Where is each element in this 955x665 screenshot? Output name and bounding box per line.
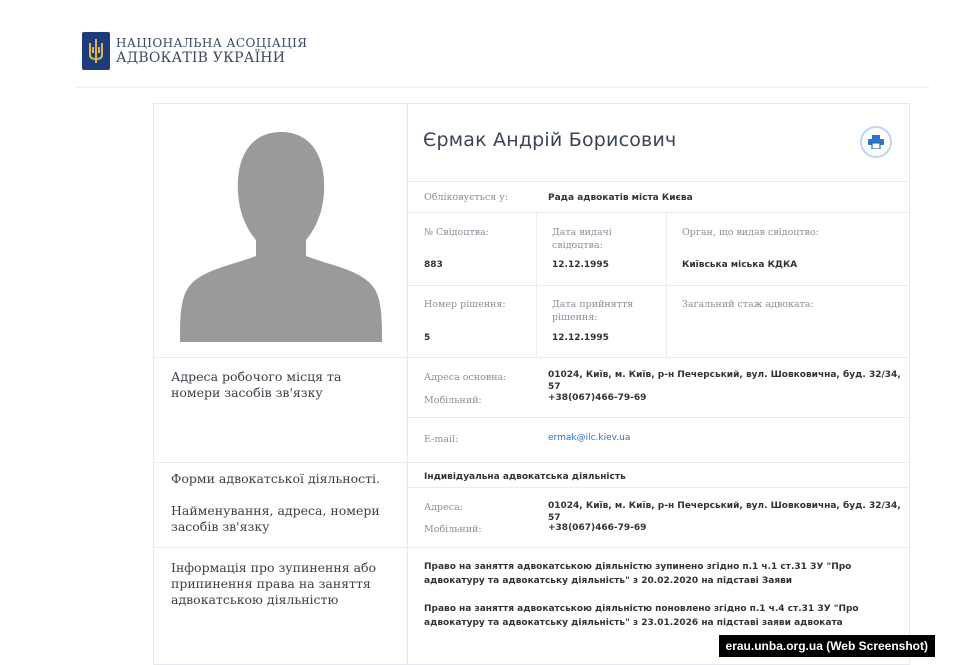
main-address-value: 01024, Київ, м. Київ, р-н Печерський, вул. Шовковична, буд. 32/34, 57 bbox=[548, 370, 901, 392]
practice-mobile-label: Мобільний: bbox=[424, 524, 482, 535]
row-divider bbox=[408, 487, 909, 488]
suspension-paragraph-2: Право на заняття адвокатською діяльністю поновлено згідно п.1 ч.4 ст.31 ЗУ "Про адвокатуру та адвокатську діяльність" з 23.01.2026 на підставі заяви адвоката bbox=[424, 604, 859, 628]
row-divider bbox=[408, 285, 909, 286]
logo-text bbox=[116, 36, 307, 66]
decision-date-label: Дата прийняття рішення: bbox=[552, 299, 634, 323]
cert-no-label: № Свідоцтва: bbox=[424, 227, 489, 238]
row-divider bbox=[154, 462, 909, 463]
lawyer-name: Єрмак Андрій Борисович bbox=[423, 129, 677, 151]
main-address-label: Адреса основна: bbox=[424, 372, 507, 383]
row-divider bbox=[154, 547, 909, 548]
issuer-label: Орган, що видав свідоцтво: bbox=[682, 227, 819, 238]
header-divider bbox=[75, 87, 930, 88]
contacts-section-title: Адреса робочого місця та номери засобів зв'язку bbox=[171, 369, 342, 400]
site-logo[interactable] bbox=[82, 32, 307, 70]
unba-emblem-icon bbox=[82, 32, 110, 70]
logo-line2: АДВОКАТІВ УКРАЇНИ bbox=[116, 50, 286, 66]
screenshot-watermark: erau.unba.org.ua (Web Screenshot) bbox=[719, 635, 935, 657]
card-column-divider bbox=[407, 104, 408, 664]
email-link[interactable]: ermak@ilc.kiev.ua bbox=[548, 433, 631, 443]
decision-no-label: Номер рішення: bbox=[424, 299, 506, 310]
practice-form-value: Індивідуальна адвокатська діяльність bbox=[424, 472, 626, 482]
mobile-label: Мобільний: bbox=[424, 395, 482, 406]
registered-label: Обліковується у: bbox=[424, 192, 509, 203]
row-divider bbox=[408, 417, 909, 418]
cert-no-value: 883 bbox=[424, 260, 443, 270]
suspension-section-title: Інформація про зупинення або припинення права на заняття адвокатською діяльністю bbox=[171, 560, 377, 607]
logo-line1: НАЦІОНАЛЬНА АСОЦІАЦІЯ bbox=[116, 36, 308, 50]
profile-photo-placeholder bbox=[170, 120, 392, 342]
experience-label: Загальний стаж адвоката: bbox=[682, 299, 814, 310]
practice-mobile-value: +38(067)466-79-69 bbox=[548, 523, 647, 533]
practice-address-value: 01024, Київ, м. Київ, р-н Печерський, вул. Шовковична, буд. 32/34, 57 bbox=[548, 501, 901, 523]
cert-date-value: 12.12.1995 bbox=[552, 260, 609, 270]
issuer-value: Київська міська КДКА bbox=[682, 260, 798, 270]
col-divider bbox=[536, 212, 537, 357]
decision-no-value: 5 bbox=[424, 333, 431, 343]
suspension-paragraph-1: Право на заняття адвокатською діяльністю зупинено згідно п.1 ч.1 ст.31 ЗУ "Про адвокатуру та адвокатську діяльність" з 20.02.2020 на підставі Заяви bbox=[424, 562, 852, 586]
email-label: E-mail: bbox=[424, 434, 459, 445]
decision-date-value: 12.12.1995 bbox=[552, 333, 609, 343]
print-button[interactable] bbox=[860, 126, 892, 158]
practice-section-subtitle: Найменування, адреса, номери засобів зв'язку bbox=[171, 503, 380, 534]
practice-section-title: Форми адвокатської діяльності. bbox=[171, 471, 381, 486]
cert-date-label: Дата видачі свідоцтва: bbox=[552, 227, 612, 251]
row-divider bbox=[154, 357, 909, 358]
registered-value: Рада адвокатів міста Києва bbox=[548, 193, 693, 203]
mobile-value: +38(067)466-79-69 bbox=[548, 393, 647, 403]
col-divider bbox=[666, 212, 667, 357]
row-divider bbox=[408, 181, 909, 182]
lawyer-profile-card bbox=[153, 103, 910, 665]
row-divider bbox=[408, 212, 909, 213]
practice-address-label: Адреса: bbox=[424, 502, 463, 513]
printer-icon bbox=[868, 135, 884, 149]
